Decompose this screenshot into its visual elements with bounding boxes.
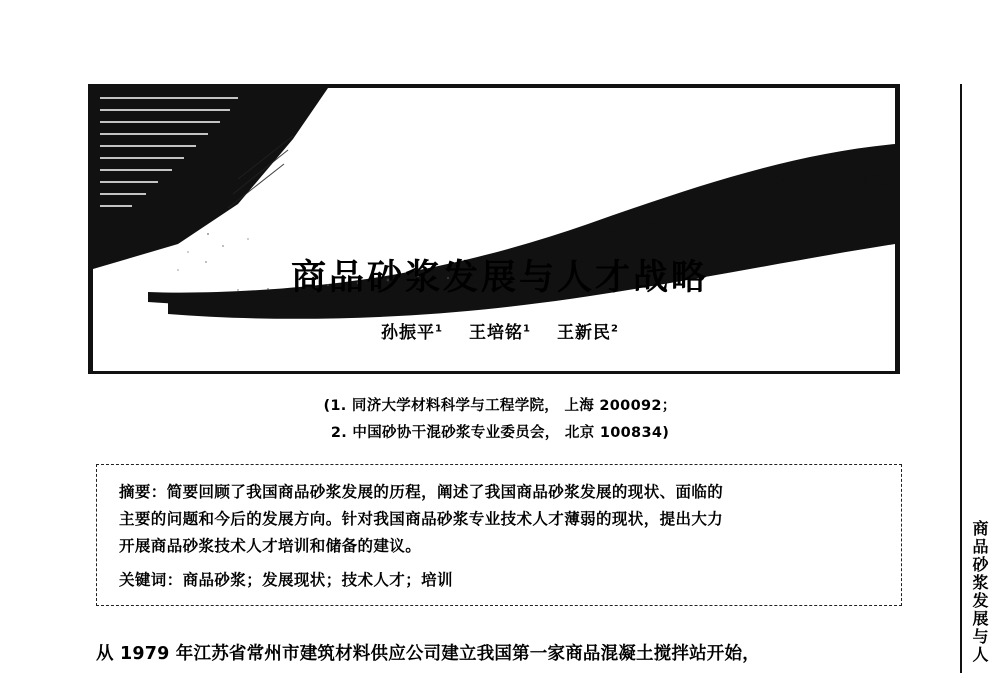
author-name-3: 王新民 xyxy=(556,323,611,343)
side-running-title: 商品砂浆发展与人 xyxy=(970,520,989,664)
author-name-1: 孙振平 xyxy=(381,323,436,343)
affiliation-line-2: 2. 中国砂协干混砂浆专业委员会， 北京 100834) xyxy=(330,425,670,441)
affiliation-line-1: (1. 同济大学材料科学与工程学院， 上海 200092； xyxy=(323,398,677,414)
author-name-2: 王培铭 xyxy=(469,323,524,343)
side-strip xyxy=(960,0,1000,673)
author-sup-3: 2 xyxy=(610,323,619,335)
abstract-box xyxy=(96,464,902,606)
side-vertical-rule xyxy=(960,84,962,673)
keywords-line: 关键词：商品砂浆；发展现状；技术人才；培训 xyxy=(119,571,453,589)
abstract-line-2: 主要的问题和今后的发展方向。针对我国商品砂浆专业技术人才薄弱的现状，提出大力 xyxy=(119,510,724,528)
body-first-line: 从 1979 年江苏省常州市建筑材料供应公司建立我国第一家商品混凝土搅拌站开始， xyxy=(96,644,760,664)
abstract-line-1: 摘要：简要回顾了我国商品砂浆发展的历程，阐述了我国商品砂浆发展的现状、面临的 xyxy=(119,483,724,501)
abstract-line-3: 开展商品砂浆技术人才培训和储备的建议。 xyxy=(119,537,422,555)
page-title: 商品砂浆发展与人才战略 xyxy=(290,258,709,298)
author-sup-1: 1 xyxy=(435,323,444,335)
author-sup-2: 1 xyxy=(523,323,531,335)
author-list xyxy=(0,318,1000,343)
